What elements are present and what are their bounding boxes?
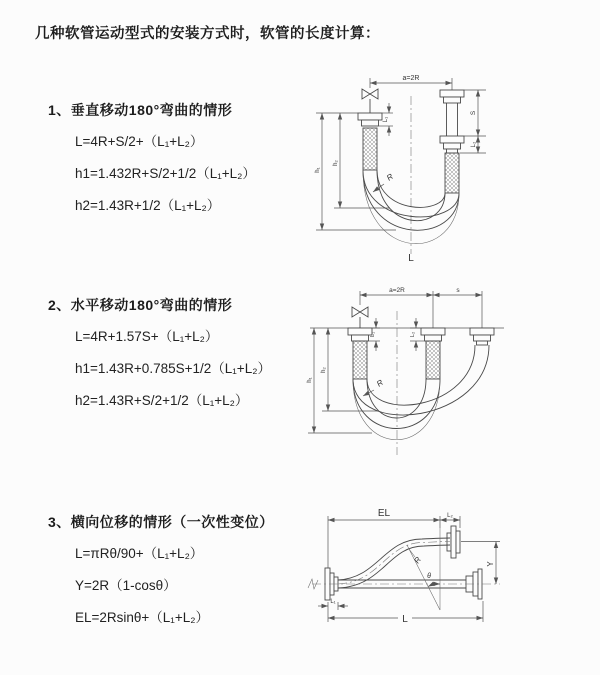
formula-line: L=4R+S/2+（L₁+L₂） [75, 134, 204, 149]
formula-line: L=πRθ/90+（L₁+L₂） [75, 546, 204, 561]
section-1 [48, 100, 318, 228]
dim-label-l2: L₂ [410, 331, 416, 338]
dim-el [328, 508, 440, 568]
formula-line: h1=1.43R+0.785S+1/2（L₁+L₂） [75, 361, 271, 376]
formula-line: h2=1.43R+1/2（L₁+L₂） [75, 198, 221, 213]
braided-hose-section [353, 341, 367, 379]
angle-label-theta: θ [427, 573, 431, 580]
right-flange-lower [440, 136, 464, 193]
formula-line: h2=1.43R+S/2+1/2（L₁+L₂） [75, 393, 249, 408]
braided-hose-section [445, 153, 459, 193]
dim-label-l: L [408, 253, 414, 264]
diagram-lateral-displacement [300, 498, 600, 668]
diagram-horizontal-180-bend [298, 283, 593, 478]
dim-label-l: L [402, 614, 408, 625]
dim-label-s: s [456, 287, 460, 294]
section-1-heading: 1、垂直移动180°弯曲的情形 [48, 102, 233, 118]
dim-label-l2: L₂ [471, 141, 477, 148]
dim-label-l2: L₂ [447, 513, 453, 519]
radius-label [363, 378, 385, 396]
right-flange-moved [470, 328, 494, 345]
dim-label-h2: h₂ [321, 367, 327, 373]
dim-label-r: R [384, 171, 395, 183]
dim-l1 [318, 599, 348, 610]
dim-label-l1: L₁ [383, 116, 389, 123]
dim-label-h1: h₁ [315, 167, 321, 173]
dim-label-el: EL [377, 508, 391, 519]
upper-right-flange [447, 526, 460, 558]
braided-hose-section [363, 128, 377, 170]
right-flange-upper [440, 90, 464, 136]
dim-label-s: S [470, 110, 477, 116]
valve-icon [362, 89, 378, 113]
dim-label-a2r: a=2R [389, 287, 405, 294]
dim-label-h1: h₁ [307, 377, 313, 383]
dim-label-h2: h₂ [333, 160, 339, 166]
dim-a2r [360, 287, 482, 328]
formula-line: EL=2Rsinθ+（L₁+L₂） [75, 610, 209, 625]
dim-s [460, 90, 486, 153]
formula-line: L=4R+1.57S+（L₁+L₂） [75, 329, 219, 344]
dim-a2r [370, 75, 452, 90]
dim-label-l1: L₁ [330, 599, 336, 605]
page-title: 几种软管运动型式的安装方式时，软管的长度计算： [35, 26, 380, 42]
valve-icon [352, 307, 368, 328]
formula-line: Y=2R（1-cosθ） [75, 578, 177, 593]
braided-hose-section [426, 341, 440, 379]
dim-label-r: R [412, 555, 423, 566]
hose-curves [353, 345, 489, 440]
middle-flange [421, 328, 445, 379]
diagram-vertical-180-bend [300, 68, 570, 268]
left-flange [348, 328, 372, 379]
radius-label [373, 172, 395, 192]
radius-label [409, 549, 423, 565]
dim-label-y: Y [486, 561, 495, 567]
section-2 [48, 295, 318, 423]
curved-hose [338, 538, 450, 588]
section-3-heading: 3、横向位移的情形（一次性变位） [48, 514, 274, 530]
dim-label-r: R [374, 377, 385, 389]
dim-l [328, 601, 483, 625]
dim-label-l1: L₁ [370, 332, 376, 337]
dim-l1 [369, 318, 380, 351]
formula-line: h1=1.432R+S/2+1/2（L₁+L₂） [75, 166, 256, 181]
dim-label-a2r: a=2R [402, 75, 420, 82]
dim-h1-h2 [315, 113, 396, 230]
section-3 [48, 512, 318, 640]
dim-l2 [440, 513, 460, 528]
section-2-heading: 2、水平移动180°弯曲的情形 [48, 297, 233, 313]
